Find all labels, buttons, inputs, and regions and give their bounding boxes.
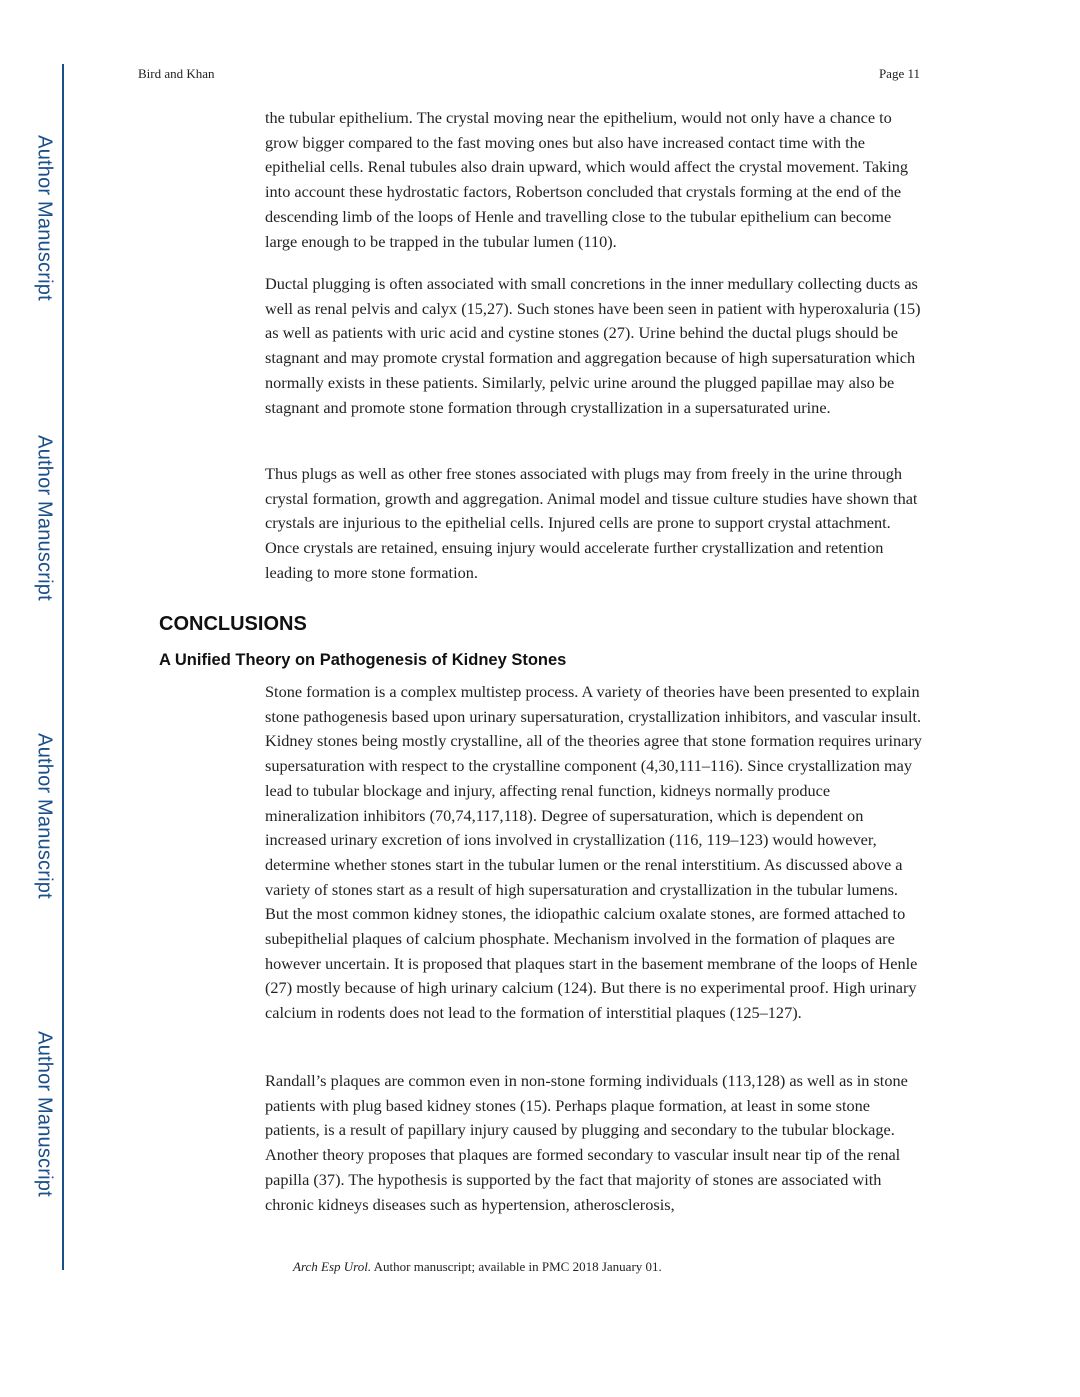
subsection-heading: A Unified Theory on Pathogenesis of Kidney Stones [159, 651, 567, 669]
section-heading-conclusions: CONCLUSIONS [159, 613, 307, 635]
footer-note: Author manuscript; available in PMC 2018 January 01. [371, 1259, 662, 1274]
page-footer [293, 1259, 662, 1275]
body-paragraph [265, 680, 925, 1026]
sidebar-rule [62, 64, 64, 1270]
body-paragraph [265, 462, 925, 586]
paragraph-text: Ductal plugging is often associated with small concretions in the inner medullary collecting ducts as well as renal pelvis and calyx (15,27). Such stones have been seen in patient with hyperoxaluria (15) as well as patients with uric acid and cystine stones (27). Urine behind the ductal plugs should be stagnant and may promote crystal formation and aggregation because of high supersaturation which normally exists in these patients. Similarly, pelvic urine around the plugged papillae may also be stagnant and promote stone formation through crystallization in a supersaturated urine. [265, 274, 921, 417]
journal-name: Arch Esp Urol. [293, 1259, 372, 1274]
running-header-authors: Bird and Khan [138, 66, 215, 81]
body-paragraph [265, 106, 925, 254]
paragraph-text: Thus plugs as well as other free stones associated with plugs may from freely in the urine through crystal formation, growth and aggregation. Animal model and tissue culture studies have shown that crystals are injurious to the epithelial cells. Injured cells are prone to support crystal attachment. Once crystals are retained, ensuing injury would accelerate further crystallization and retention leading to more stone formation. [265, 464, 918, 582]
paragraph-text: Stone formation is a complex multistep process. A variety of theories have been presented to explain stone pathogenesis based upon urinary supersaturation, crystallization inhibitors, and vascular insult. Kidney stones being mostly crystalline, all of the theories agree that stone formation requires urinary supersaturation with respect to the crystalline component (4,30,111–116). Since crystallization may lead to tubular blockage and injury, affecting renal function, kidneys normally produce mineralization inhibitors (70,74,117,118). Degree of supersaturation, which is dependent on increased urinary excretion of ions involved in crystallization (116, 119–123) would however, determine whether stones start in the tubular lumen or the renal interstitium. As discussed above a variety of stones start as a result of high supersaturation and crystallization in the tubular lumens. But the most common kidney stones, the idiopathic calcium oxalate stones, are formed attached to subepithelial plaques of calcium phosphate. Mechanism involved in the formation of plaques are however uncertain. It is proposed that plaques start in the basement membrane of the loops of Henle (27) mostly because of high urinary calcium (124). But there is no experimental proof. High urinary calcium in rodents does not lead to the formation of interstitial plaques (125–127). [265, 682, 922, 1023]
page-number: Page 11 [878, 66, 920, 81]
paragraph-text: Randall’s plaques are common even in non-stone forming individuals (113,128) as well as in stone patients with plug based kidney stones (15). Perhaps plaque formation, at least in some stone patients, is a result of papillary injury caused by plugging and secondary to the tubular blockage. Another theory proposes that plaques are formed secondary to vascular insult near tip of the renal papilla (37). The hypothesis is supported by the fact that majority of stones are associated with chronic kidneys diseases such as hypertension, atherosclerosis, [265, 1071, 908, 1214]
body-paragraph [265, 272, 925, 420]
paragraph-text: the tubular epithelium. The crystal moving near the epithelium, would not only have a chance to grow bigger compared to the fast moving ones but also have increased contact time with the epithelial cells. Renal tubules also drain upward, which would affect the crystal movement. Taking into account these hydrostatic factors, Robertson concluded that crystals forming at the end of the descending limb of the loops of Henle and travelling close to the tubular epithelium can become large enough to be trapped in the tubular lumen (110). [265, 108, 908, 251]
body-paragraph [265, 1069, 925, 1217]
